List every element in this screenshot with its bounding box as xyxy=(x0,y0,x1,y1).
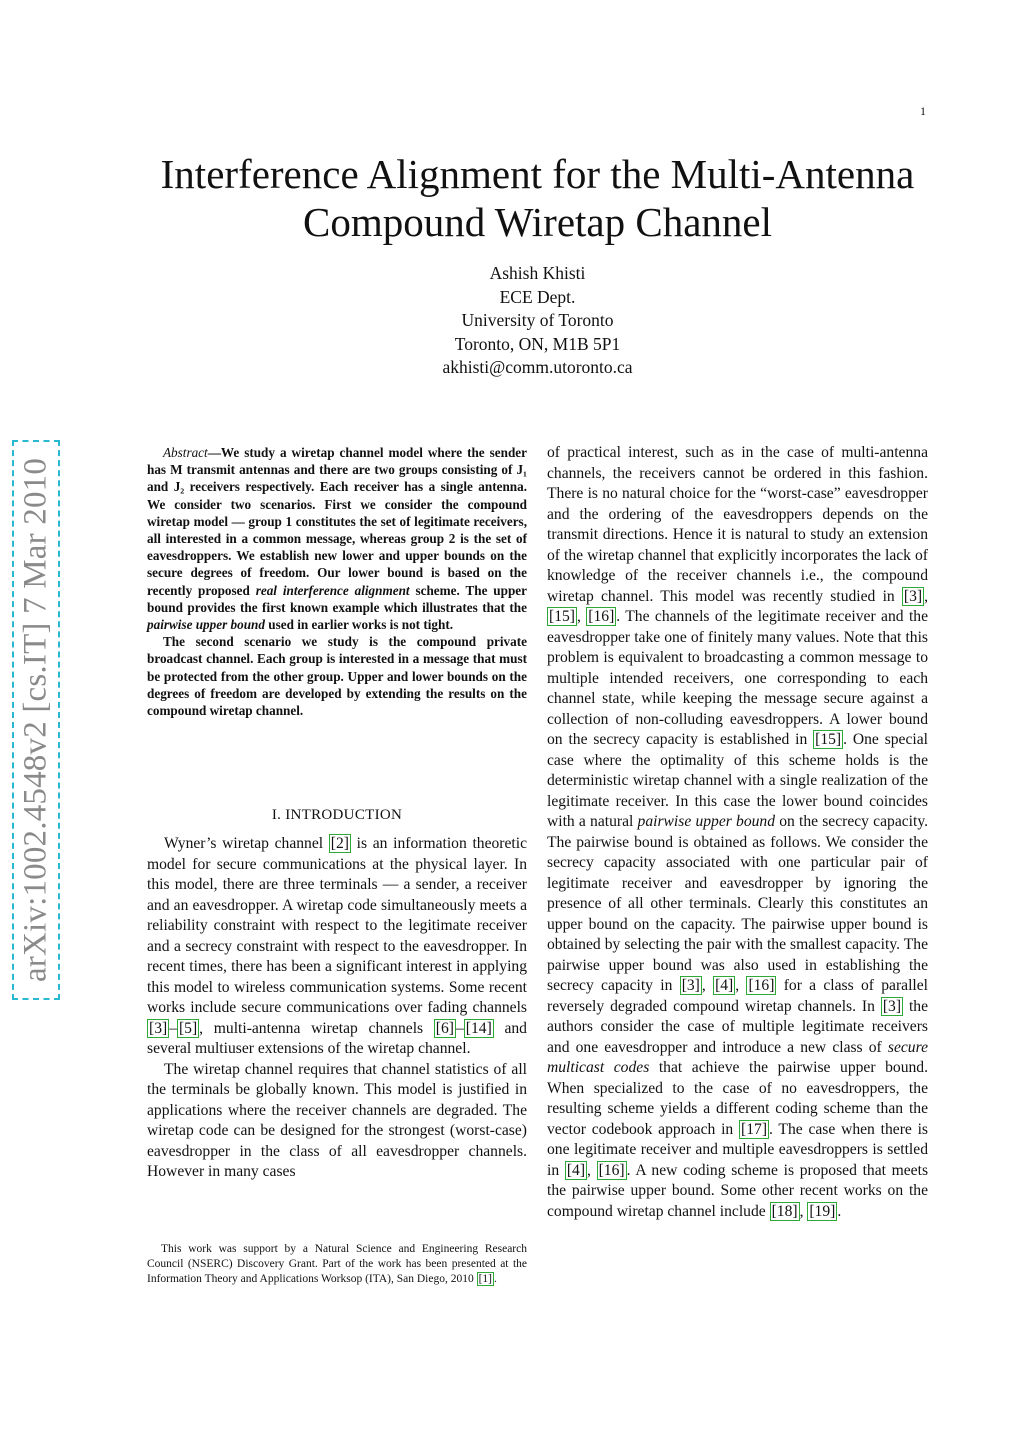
author-email: akhisti@comm.utoronto.ca xyxy=(442,357,633,377)
text-run: This work was support by a Natural Science and Engineering Research Council (NSERC) Discovery Grant. Part of the work has been presented at the Information Theory and Applications Worksop (ITA), San Diego, 2010 xyxy=(147,1243,527,1286)
citation-link[interactable]: [16] xyxy=(588,608,615,625)
abstract-emph-2: pairwise upper bound xyxy=(147,617,265,633)
emphasis: pairwise upper bound xyxy=(637,813,776,830)
citation-link[interactable]: [3] xyxy=(681,977,700,994)
abstract-paragraph-2: The second scenario we study is the compound private broadcast channel. Each group is interested in a message that must be protected from the other group. Upper and lower bounds on the degrees of freedom are developed by extending the results on the compound wiretap channel. xyxy=(147,634,527,719)
abstract-emph-1: real interference alignment xyxy=(255,582,410,598)
intro-paragraph-continued xyxy=(547,443,928,1222)
text-run: . One special case where the optimality of this scheme holds is the deterministic wiretap channel with a single realization of the legitimate receiver. In this case the lower bound coincides with a natural xyxy=(547,731,928,830)
text-run: and several multiuser extensions of the wiretap channel. xyxy=(147,1019,527,1057)
abstract-text-2: scheme. The upper bound provides the first known example which illustrates that the xyxy=(147,582,528,615)
intro-paragraph-1 xyxy=(147,834,527,1060)
citation-link[interactable]: [17] xyxy=(741,1120,768,1138)
text-run: for a class of parallel reversely degraded compound wiretap channels. In xyxy=(547,977,929,1015)
footnote xyxy=(147,1242,527,1288)
citation-link[interactable]: [18] xyxy=(771,1202,798,1220)
text-run: . xyxy=(494,1273,497,1286)
abstract-text-3: used in earlier works is not tight. xyxy=(264,617,454,633)
paper-title: Interference Alignment for the Multi-Antenna Compound Wiretap Channel xyxy=(160,151,915,245)
section-heading: I. INTRODUCTION xyxy=(271,807,403,823)
citation-link[interactable]: [3] xyxy=(149,1019,168,1037)
text-run: , multi-antenna wiretap channels xyxy=(199,1019,434,1037)
text-run: Wyner’s wiretap channel xyxy=(164,835,329,852)
text-run: – xyxy=(169,1019,177,1037)
citation-link[interactable]: [4] xyxy=(566,1161,586,1179)
page-number: 1 xyxy=(920,104,926,118)
text-run: . The channels of the legitimate receiver and the eavesdropper take one of finitely many values. Note that this problem is equivalent to broadcasting a common message to multiple intended receivers, one corresponding to each channel state, while keeping the message secure against a collection of non-colluding eavesdroppers. A lower bound on the secrecy capacity is established in xyxy=(547,608,928,748)
citation-link[interactable]: [3] xyxy=(882,997,902,1015)
author-university: University of Toronto xyxy=(461,310,614,330)
citation-link[interactable]: [16] xyxy=(748,977,775,994)
text-run: on the secrecy capacity. The pairwise bound is obtained as follows. We consider the secrecy capacity associated with one particular pair of legitimate receiver and eavesdropper by ignoring the presence of all other terminals. Clearly this constitutes an upper bound on the capacity. The pairwise upper bound is obtained by selecting the pair with the smallest capacity. The pairwise upper bound was also used in establishing the secrecy capacity in xyxy=(547,813,929,994)
citation-link[interactable]: [5] xyxy=(178,1019,198,1037)
abstract-text-1: —We study a wiretap channel model where the sender has M transmit antennas and there are two groups consisting of J₁ and J₂ receivers respectively. Each receiver has a single antenna. We consider two scenarios. First we consider the compound wiretap model — group 1 constitutes the set of legitimate receivers, all interested in a common message, whereas group 2 is the set of eavesdroppers. We establish new lower and upper bounds on the secure degrees of freedom. Our lower bound is based on the recently proposed xyxy=(147,445,527,598)
text-run: that achieve the pairwise upper bound. When specialized to the case of no eavesdroppers, the resulting scheme yields a different coding scheme than the vector codebook approach in xyxy=(547,1059,929,1138)
text-run: , xyxy=(576,608,587,625)
citation-link[interactable]: [16] xyxy=(598,1161,625,1179)
intro-paragraph-2: The wiretap channel requires that channel statistics of all the terminals be globally known. This model is justified in applications where the receiver channels are degraded. The wiretap code can be designed for the strongest (worst-case) eavesdropper in the class of all eavesdropper channels. However in many cases xyxy=(147,1060,527,1180)
author-block xyxy=(300,262,775,380)
text-run: , xyxy=(799,1202,808,1220)
citation-link[interactable]: [15] xyxy=(549,608,575,625)
text-run: , xyxy=(587,1161,597,1179)
citation-link[interactable]: [1] xyxy=(478,1273,492,1286)
citation-link[interactable]: [15] xyxy=(815,731,842,748)
citation-link[interactable]: [2] xyxy=(330,835,349,852)
abstract-paragraph-1 xyxy=(147,444,527,633)
text-run: – xyxy=(455,1019,464,1037)
intro-left-column xyxy=(147,834,527,1183)
text-run: is an information theoretic model for secure communications at the physical layer. In this model, there are three terminals — a sender, a receiver and an eavesdropper. A wiretap code simultaneously meets a reliability constraint with respect to the legitimate receiver and a secrecy constraint with respect to the eavesdropper. In recent times, there has been a significant interest in applying this model to wireless communication systems. Some recent works include secure communications over fading channels xyxy=(147,835,527,1016)
text-run: , xyxy=(924,587,928,605)
text-run: , xyxy=(701,977,714,994)
arxiv-stamp-text: arXiv:1002.4548v2 [cs.IT] 7 Mar 2010 xyxy=(17,457,54,983)
abstract-label: Abstract xyxy=(163,445,208,460)
text-run: , xyxy=(735,977,747,994)
citation-link[interactable]: [6] xyxy=(435,1019,454,1037)
citation-link[interactable]: [19] xyxy=(809,1202,836,1220)
author-dept: ECE Dept. xyxy=(499,286,576,307)
abstract xyxy=(147,444,527,719)
footnote-text xyxy=(147,1242,527,1288)
text-run: . xyxy=(837,1202,842,1220)
emphasis: secure multicast codes xyxy=(547,1038,928,1076)
citation-link[interactable]: [3] xyxy=(903,587,923,605)
text-run: . A new coding scheme is proposed that meets the pairwise upper bound. Some other recent works on the compound wiretap channel include xyxy=(547,1161,929,1220)
author-address: Toronto, ON, M1B 5P1 xyxy=(454,333,621,354)
author-name: Ashish Khisti xyxy=(489,263,586,283)
citation-link[interactable]: [4] xyxy=(715,977,734,994)
text-run: the authors consider the case of multiple legitimate receivers and one eavesdropper and introduce a new class of xyxy=(547,997,929,1056)
text-run: . The case when there is one legitimate receiver and multiple eavesdroppers is settled in xyxy=(547,1120,929,1179)
intro-right-column xyxy=(547,443,928,1222)
citation-link[interactable]: [14] xyxy=(465,1019,492,1037)
arxiv-stamp xyxy=(12,440,60,1000)
text-run: of practical interest, such as in the case of multi-antenna channels, the receivers cannot be ordered in this fashion. There is no natural choice for the “worst-case” eavesdropper and the ordering of the eavesdroppers depends on the transmit directions. Hence it is natural to study an extension of the wiretap channel that explicitly incorporates the lack of knowledge of the receiver channels i.e., the compound wiretap channel. This model was recently studied in xyxy=(547,444,928,605)
